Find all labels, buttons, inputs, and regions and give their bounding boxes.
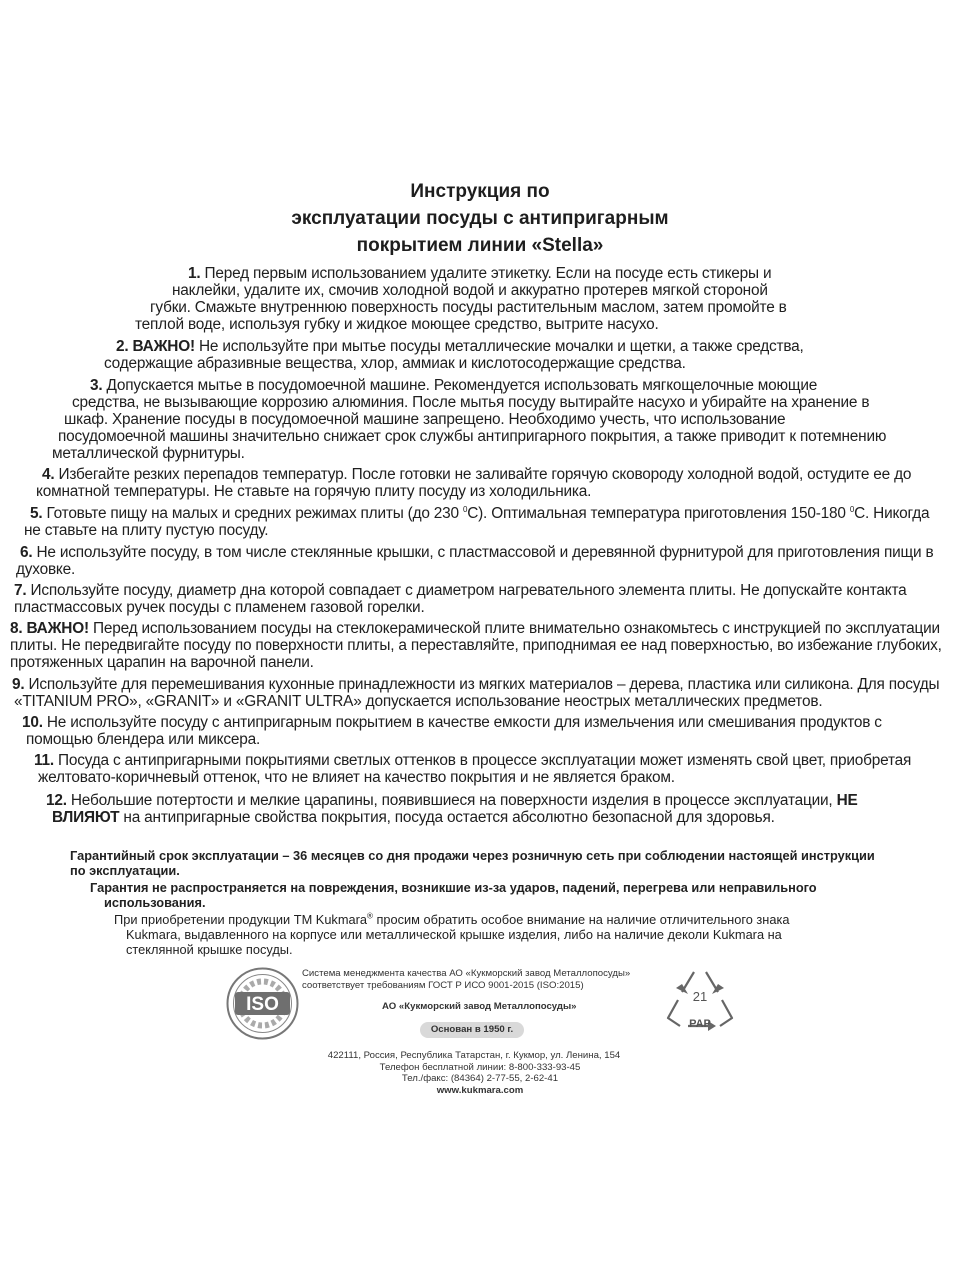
guarantee-line: использования. [104,895,206,910]
instruction-item-1-l4 [135,316,659,334]
instruction-item-9-l2 [14,693,822,711]
item-text: посудомоечной машины значительно снижает срок службы антипригарного покрытия, а также приводит к потемнению [58,428,887,445]
instruction-item-1-l3 [150,299,787,317]
item-text: С). Оптимальная температура приготовления 150-180 [467,505,850,522]
item-text: теплой воде, используя губку и жидкое моющее средство, вытрите насухо. [135,316,659,333]
title-line-3: покрытием линии «Stella» [356,235,604,256]
brand-text: просим обратить особое внимание на наличие отличительного знака [372,912,790,927]
item-text: Небольшие потертости и мелкие царапины, появившиеся на поверхности изделия в процессе эксплуатации, [66,792,837,809]
guarantee-line: Гарантийный срок эксплуатации – 36 месяцев со дня продажи через розничную сеть при соблюдении настоящей инструкции [70,848,875,863]
quality-cert [302,968,630,991]
instruction-item-7-l2 [14,599,425,617]
instruction-item-4 [42,466,911,484]
item-text: средства, не вызывающие коррозию алюминия. После мытья посуду вытирайте насухо и убирайте на хранение в [72,394,870,411]
item-text: на антипригарные свойства покрытия, посуда остается абсолютно безопасной для здоровья. [119,809,775,826]
item-number: 12. [46,792,67,809]
item-number: 3. [90,377,103,394]
item-number: 9. [12,676,25,693]
item-text: не ставьте на плиту пустую посуду. [24,522,269,539]
document-title [0,178,960,259]
brand-notice-line-2: Kukmara, выдавленного на корпусе или металлической крышке изделия, либо на наличие деколи Kukmara на [126,927,782,942]
item-text: Готовьте пищу на малых и средних режимах плиты (до 230 [42,505,463,522]
brand-notice-line-3: стеклянной крышке посуды. [126,942,293,957]
instruction-item-11 [34,752,911,770]
item-text: С. Никогда [854,505,930,522]
item-text: желтовато-коричневый оттенок, что не влияет на качество покрытия и не является браком. [38,769,675,786]
item-text: духовке. [16,561,76,578]
item-text: Перед первым использованием удалите этикетку. Если на посуде есть стикеры и [200,265,772,282]
item-text: Посуда с антипригарными покрытиями светлых оттенков в процессе эксплуатации может изменять свой цвет, приобретая [53,752,912,769]
item-text: Перед использованием посуды на стеклокерамической плите внимательно ознакомьтесь с инструкцией по эксплуатации [88,620,940,637]
item-text: Не используйте посуду с антипригарным покрытием в качестве емкости для измельчения или смешивания продуктов с [42,714,882,731]
website-link[interactable]: www.kukmara.com [436,1084,524,1096]
hotline-line: Телефон бесплатной линии: 8-800-333-93-45 [379,1061,581,1073]
instruction-item-9 [12,676,939,694]
item-emphasis: НЕ [836,792,858,809]
guarantee-period [70,848,875,878]
degree-sup: 0 [462,504,468,514]
instruction-item-2-l2 [104,355,686,373]
iso-text: ISO [246,994,279,1015]
item-text: Используйте посуду, диаметр дна которой совпадает с диаметром нагревательного элемента плиты. Не допускайте контакта [26,582,907,599]
item-text: наклейки, удалите их, смочив холодной водой и аккуратно протерев мягкой стороной [172,282,768,299]
degree-sup: 0 [849,504,855,514]
instruction-item-2 [116,338,804,356]
guarantee-exclusion [90,880,817,910]
item-number: 10. [22,714,43,731]
brand-text: При приобретении продукции ТМ Kukmara [114,912,367,927]
instruction-item-8-l2 [10,637,942,655]
instruction-item-7 [14,582,906,600]
phone-line: Тел./факс: (84364) 2-77-55, 2-62-41 [401,1073,559,1084]
iso-logo-icon [225,966,300,1041]
brand-notice-line-1 [114,912,789,927]
instruction-item-3-l4 [58,428,886,446]
instruction-item-1-l2 [172,282,768,300]
instruction-item-3 [90,377,817,395]
item-text: содержащие абразивные вещества, хлор, аммиак и кислотосодержащие средства. [104,355,686,372]
item-number: 2. ВАЖНО! [116,338,195,355]
brand-notice [114,912,789,957]
instruction-item-10 [22,714,882,732]
instruction-item-4-l2 [36,483,591,501]
title-line-1: Инструкция по [410,181,550,202]
instruction-item-1 [188,265,828,283]
item-number: 5. [30,505,43,522]
item-text: протяженных царапин на варочной панели. [10,654,314,671]
founded-badge: Основан в 1950 г. [420,1022,524,1038]
instruction-item-8-l3 [10,654,314,672]
instruction-item-6 [20,544,933,562]
instruction-item-8 [10,620,940,638]
instruction-item-3-l3 [64,411,785,429]
item-text: Избегайте резких перепадов температур. После готовки не заливайте горячую сковороду холодной водой, остудите ее до [54,466,912,483]
item-text: помощью блендера или миксера. [26,731,261,748]
item-text: губки. Смажьте внутреннюю поверхность посуды растительным маслом, затем промойте в [150,299,787,316]
recycling-code: 21 [692,989,708,1004]
company-name: АО «Кукморский завод Металлопосуды» [382,1001,577,1012]
item-text: Используйте для перемешивания кухонные принадлежности из мягких материалов – дерева, пластика или силикона. Для посуды [24,676,940,693]
item-number: 11. [34,752,54,769]
item-text: пластмассовых ручек посуды с пламенем газовой горелки. [14,599,425,616]
recycling-label: PAP [689,1018,711,1030]
item-number: 4. [42,466,55,483]
instruction-item-12 [46,792,858,810]
instruction-item-6-l2 [16,561,75,579]
item-emphasis: ВЛИЯЮТ [52,809,120,826]
contact-block [0,1050,960,1096]
item-text: Не используйте при мытье посуды металлические мочалки и щетки, а также средства, [194,338,804,355]
instruction-item-12-l2 [52,809,775,827]
title-line-2: эксплуатации посуды с антипригарным [291,208,669,229]
guarantee-line: Гарантия не распространяется на повреждения, возникшие из-за ударов, падений, перегрева или неправильного [90,880,817,895]
item-text: шкаф. Хранение посуды в посудомоечной машине запрещено. Необходимо учесть, что использование [64,411,786,428]
item-text: комнатной температуры. Не ставьте на горячую плиту посуду из холодильника. [36,483,592,500]
item-text: «TITANIUM PRO», «GRANIT» и «GRANIT ULTRA» допускается использование неострых металлических предметов. [14,693,823,710]
instruction-item-5-l2 [24,522,268,540]
item-text: плиты. Не передвигайте посуду по поверхности плиты, а переставляйте, приподнимая ее над поверхностью, во избежание глубоких, [10,637,942,654]
instruction-item-3-l5 [52,445,245,463]
address-line: 422111, Россия, Республика Татарстан, г. Кукмор, ул. Ленина, 154 [327,1050,621,1061]
cert-line-1: Система менеджмента качества АО «Кукморский завод Металлопосуды» [302,968,631,979]
instruction-item-10-l2 [26,731,260,749]
item-text: Не используйте посуду, в том числе стеклянные крышки, с пластмассовой и деревянной фурнитурой для приготовления пищи в [32,544,934,561]
item-text: металлической фурнитуры. [52,445,245,462]
registered-mark: ® [367,911,373,921]
instruction-item-5 [30,505,929,523]
instruction-item-3-l2 [72,394,869,412]
item-number: 8. ВАЖНО! [10,620,89,637]
item-number: 6. [20,544,33,561]
item-text: Допускается мытье в посудомоечной машине. Рекомендуется использовать мягкощелочные моющие [102,377,818,394]
item-number: 7. [14,582,27,599]
item-number: 1. [188,265,201,282]
cert-line-2: соответствует требованиям ГОСТ Р ИСО 9001-2015 (ISO:2015) [302,979,584,991]
guarantee-line: по эксплуатации. [70,863,180,878]
instruction-item-11-l2 [38,769,675,787]
